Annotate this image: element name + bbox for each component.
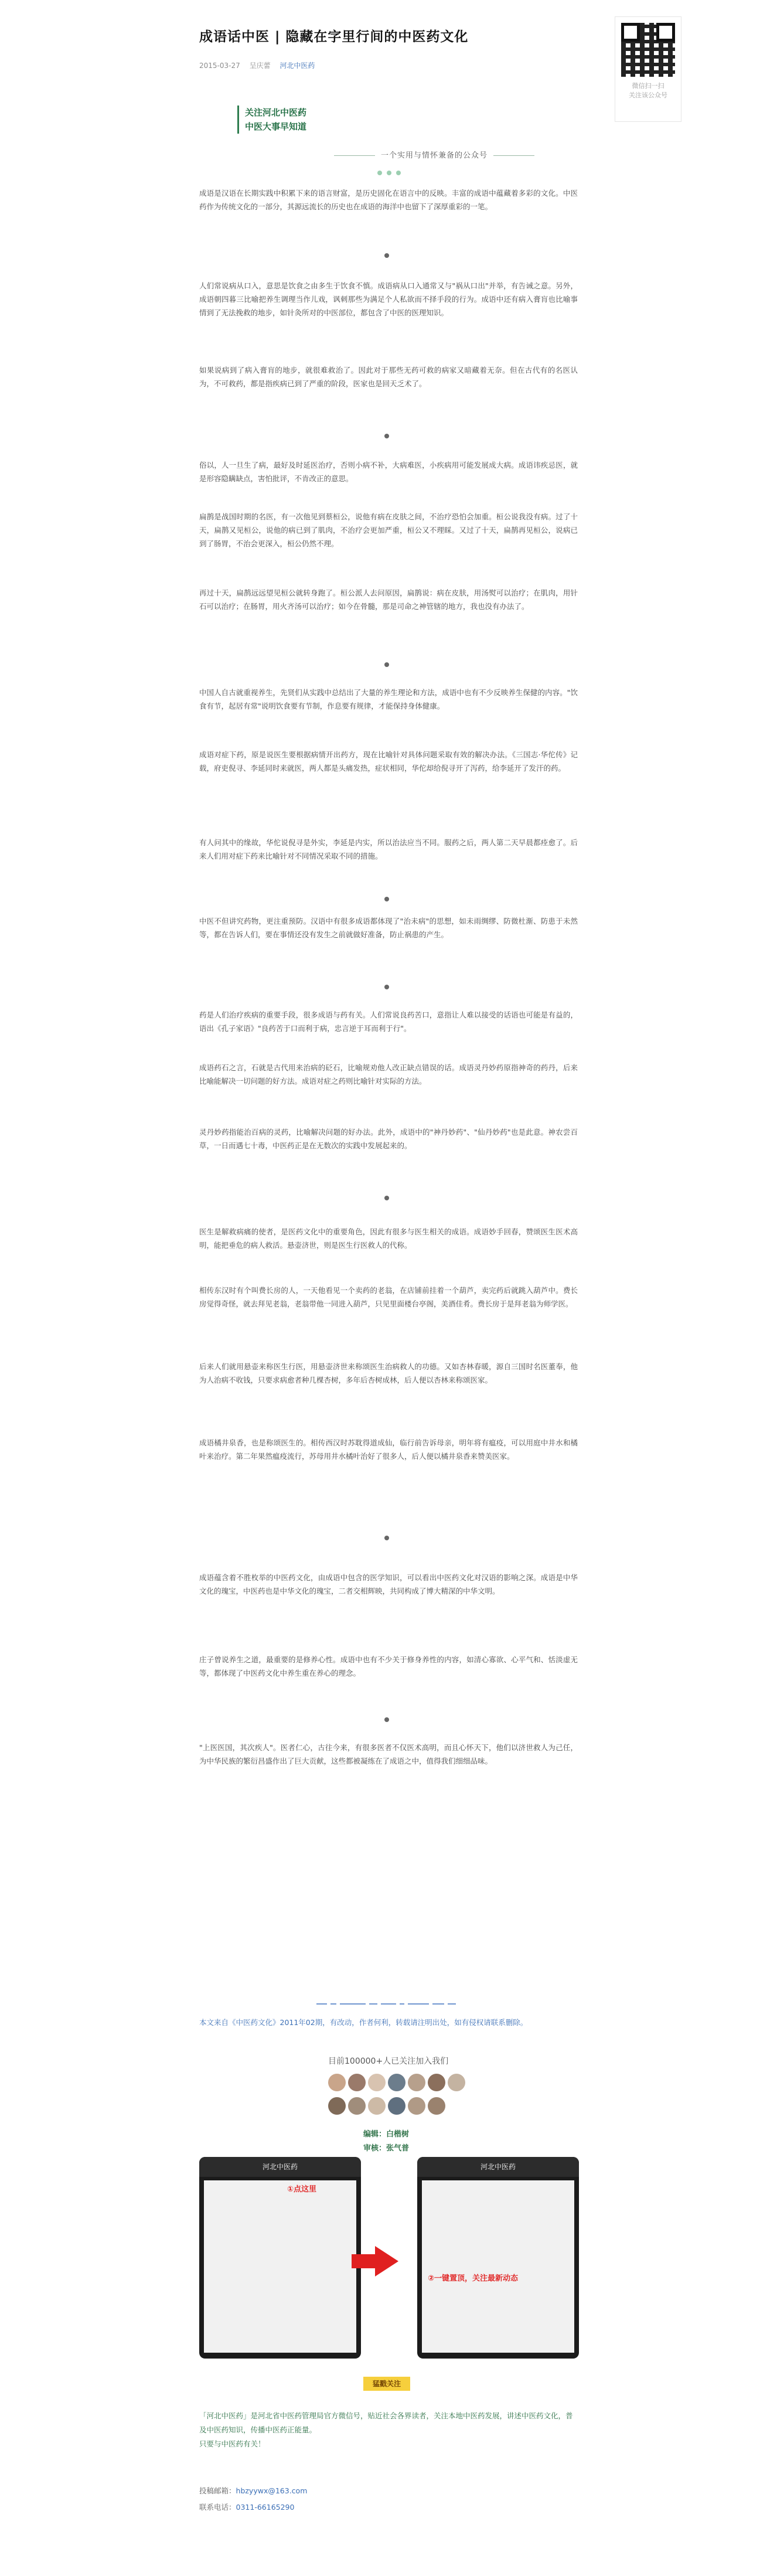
paragraph: 成语是汉语在长期实践中积累下来的语言财富，是历史固化在语言中的反映。丰富的成语中蕴藏着多彩的文化。中医药作为传统文化的一部分，其源远流长的历史也在成语的海洋中也留下了深厚重彩的一笔。: [199, 189, 578, 211]
account-link[interactable]: 河北中医药: [280, 62, 315, 70]
article-meta: [199, 60, 322, 70]
source-note: 本文来自《中医药文化》2011年02期，有改动，作者何利，转载请注明出处，如有侵权请联系删除。: [199, 2018, 528, 2027]
contact-email: 投稿邮箱：hbzyywx@163.com: [199, 2486, 308, 2495]
follow-button[interactable]: 猛戳关注: [363, 2377, 410, 2391]
avatar: [448, 2074, 465, 2091]
paragraph: 扁鹊是战国时期的名医，有一次他见到蔡桓公，说他有病在皮肤之间，不治疗恐怕会加重。桓公说我没有病。过了十天，扁鹊又见桓公，说他的病已到了肌肉，不治疗会更加严重，桓公又不理睬。又过了十天，扁鹊再见桓公，说病已到了肠胃，不治会更深入，桓公仍然不理。: [199, 512, 578, 548]
phone-screenshot-left: [199, 2157, 361, 2359]
arrow-right-icon: [375, 2246, 398, 2276]
avatar: [368, 2074, 386, 2091]
paragraph: "上医医国，其次疾人"。医者仁心，古往今来，有很多医者不仅医术高明，而且心怀天下，他们以济世救人为己任，为中华民族的繁衍昌盛作出了巨大贡献，这些都被凝练在了成语之中，值得我们细细品味。: [199, 1743, 578, 1765]
footer-text: 「河北中医药」是河北省中医药管理局官方微信号，贴近社会各界读者，关注本地中医药发展，讲述中医药文化，普及中医药知识，传播中医药正能量。: [199, 2411, 573, 2434]
qr-panel: [615, 16, 681, 122]
phone-screenshot-right: [417, 2157, 579, 2359]
paragraph: 中医不但讲究药物，更注重预防。汉语中有很多成语都体现了"治未病"的思想，如未雨绸缪、防微杜渐、防患于未然等，都在告诉人们，要在事情还没有发生之前就做好准备，防止祸患的产生。: [199, 917, 578, 939]
avatar: [408, 2097, 425, 2115]
header-banner: [199, 94, 578, 176]
avatar: [348, 2074, 366, 2091]
avatar: [328, 2074, 346, 2091]
avatar: [328, 2097, 346, 2115]
section-divider: [384, 897, 389, 901]
avatar: [348, 2097, 366, 2115]
section-divider: [384, 1717, 389, 1722]
avatar: [368, 2097, 386, 2115]
paragraph: 成语药石之言，石就是古代用来治病的砭石，比喻规劝他人改正缺点错误的话。成语灵丹妙药原指神奇的药丹，后来比喻能解决一切问题的好方法。成语对症之药则比喻针对实际的方法。: [199, 1063, 578, 1085]
email-link[interactable]: hbzyywx@163.com: [236, 2486, 308, 2495]
avatar: [428, 2074, 445, 2091]
paragraph: 药是人们治疗疾病的重要手段，很多成语与药有关。人们常说良药苦口，意指让人难以接受的话语也可能是有益的，语出《孔子家语》"良药苦于口而利于病，忠言逆于耳而利于行"。: [199, 1010, 578, 1033]
phone-title: 河北中医药: [199, 2157, 361, 2177]
paragraph: 医生是解救病痛的使者，是医药文化中的重要角色，因此有很多与医生相关的成语。成语妙手回春，赞颂医生医术高明，能把垂危的病人救活。悬壶济世，则是医生行医救人的代称。: [199, 1227, 578, 1250]
step-1-label: ①点这里: [287, 2185, 317, 2194]
paragraph: 如果说病到了病入膏肓的地步，就很难救治了。因此对于那些无药可救的病家又暗藏着无奈。但在古代有的名医认为，不可救药，都是指疾病已到了严重的阶段，医家也是回天乏术了。: [199, 366, 578, 388]
section-divider: [384, 1196, 389, 1200]
avatar: [408, 2074, 425, 2091]
banner-subtitle: 一个实用与情怀兼备的公众号: [328, 149, 540, 160]
phone-number: 0311-66165290: [236, 2503, 295, 2512]
phone-content: [204, 2180, 356, 2353]
qr-caption-1: 微信扫一扫: [632, 82, 664, 90]
paragraph: 有人问其中的缘故，华佗说倪寻是外实，李延是内实，所以治法应当不同。服药之后，两人第二天早晨都痊愈了。后来人们用对症下药来比喻针对不同情况采取不同的措施。: [199, 838, 578, 860]
avatar-list: [328, 2074, 475, 2121]
paragraph: 相传东汉时有个叫费长房的人，一天他看见一个卖药的老翁，在店铺前挂着一个葫芦，卖完药后就跳入葫芦中。费长房觉得奇怪，就去拜见老翁，老翁带他一同进入葫芦，只见里面楼台亭阁，美酒佳肴。费长房于是拜老翁为师学医。: [199, 1286, 578, 1308]
contact-phone: 联系电话：0311-66165290: [199, 2503, 295, 2512]
paragraph: 再过十天，扁鹊远远望见桓公就转身跑了。桓公派人去问原因，扁鹊说：病在皮肤，用汤熨可以治疗；在肌肉，用针石可以治疗；在肠胃，用火齐汤可以治疗；如今在骨髓，那是司命之神管辖的地方，我也没有办法了。: [199, 588, 578, 611]
paragraph: 灵丹妙药指能治百病的灵药，比喻解决问题的好办法。此外，成语中的"神丹妙药"、"仙丹妙药"也是此意。神农尝百草，一日而遇七十毒，中医药正是在无数次的实践中发展起来的。: [199, 1128, 578, 1150]
banner-dots: [375, 166, 403, 178]
editor-credit: 编辑：白楷树: [363, 2130, 410, 2139]
banner-line-2: 中医大事早知道: [245, 121, 307, 132]
footer-tagline: 只要与中医药有关！: [199, 2439, 265, 2448]
phone-title: 河北中医药: [417, 2157, 579, 2177]
paragraph: 成语对症下药，原是说医生要根据病情开出药方，现在比喻针对具体问题采取有效的解决办法。《三国志·华佗传》记载，府吏倪寻、李延同时来就医，两人都是头痛发热，症状相同，华佗却给倪寻开了泻药，给李延开了发汗的药。: [199, 750, 578, 773]
section-divider: [384, 1536, 389, 1540]
banner-slogan: [237, 106, 386, 134]
avatar: [428, 2097, 445, 2115]
avatar: [388, 2097, 405, 2115]
section-divider: [384, 662, 389, 667]
qr-caption-2: 关注该公众号: [629, 91, 667, 99]
footer-description: [199, 2409, 578, 2451]
paragraph: 俗以，人一旦生了病，最好及时延医治疗，否则小病不补，大病难医，小疾病用可能发展成大病。成语讳疾忌医，就是形容隐瞒缺点，害怕批评，不肯改正的意思。: [199, 461, 578, 483]
article-title: 成语话中医 | 隐藏在字里行间的中医药文化: [199, 29, 469, 45]
step-2-label: ②一键置顶，关注最新动态: [428, 2274, 519, 2283]
paragraph: 中国人自古就重视养生，先贤们从实践中总结出了大量的养生理论和方法，成语中也有不少反映养生保健的内容。"饮食有节，起居有常"说明饮食要有节制，作息要有规律，才能保持身体健康。: [199, 688, 578, 710]
paragraph: 成语蕴含着不胜枚举的中医药文化，由成语中包含的医学知识，可以看出中医药文化对汉语的影响之深。成语是中华文化的瑰宝，中医药也是中华文化的瑰宝，二者交相辉映，共同构成了博大精深的中华文明。: [199, 1573, 578, 1595]
reviewer-credit: 审核：张气普: [363, 2144, 410, 2153]
section-divider: [384, 253, 389, 258]
qr-code-icon: [621, 23, 675, 77]
section-divider: [384, 434, 389, 438]
author-name: 呈庆蕾: [249, 62, 271, 70]
follower-count: 目前100000+人已关注加入我们: [328, 2057, 449, 2066]
avatar: [388, 2074, 405, 2091]
paragraph: 人们常说病从口入，意思是饮食之由多生于饮食不慎。成语病从口入通常又与"祸从口出"并举，有告诫之意。另外，成语朝四暮三比喻把养生调理当作儿戏，讽刺那些为满足个人私欲而不择手段的行为。成语中还有病入膏肓也比喻事情到了无法挽救的地步，如针灸所对的中医部位，都包含了中医的医理知识。: [199, 281, 578, 317]
decorative-separator: [316, 1997, 463, 2005]
section-divider: [384, 985, 389, 989]
publish-date: 2015-03-27: [199, 62, 240, 70]
paragraph: 庄子曾说养生之道，最重要的是修养心性。成语中也有不少关于修身养性的内容，如清心寡欲、心平气和、恬淡虚无等，都体现了中医药文化中养生重在养心的理念。: [199, 1655, 578, 1677]
phone-content: [422, 2180, 574, 2353]
paragraph: 后来人们就用悬壶来称医生行医，用悬壶济世来称颂医生治病救人的功德。又如杏林春暖，源自三国时名医董奉，他为人治病不收钱，只要求病愈者种几棵杏树，多年后杏树成林，后人便以杏林来称颂医家。: [199, 1362, 578, 1384]
banner-line-1: 关注河北中医药: [245, 107, 307, 118]
paragraph: 成语橘井泉香，也是称颂医生的。相传西汉时苏耽得道成仙，临行前告诉母亲，明年将有瘟疫，可以用庭中井水和橘叶来治疗。第二年果然瘟疫流行，苏母用井水橘叶治好了很多人，后人便以橘井泉香来赞美医家。: [199, 1438, 578, 1461]
